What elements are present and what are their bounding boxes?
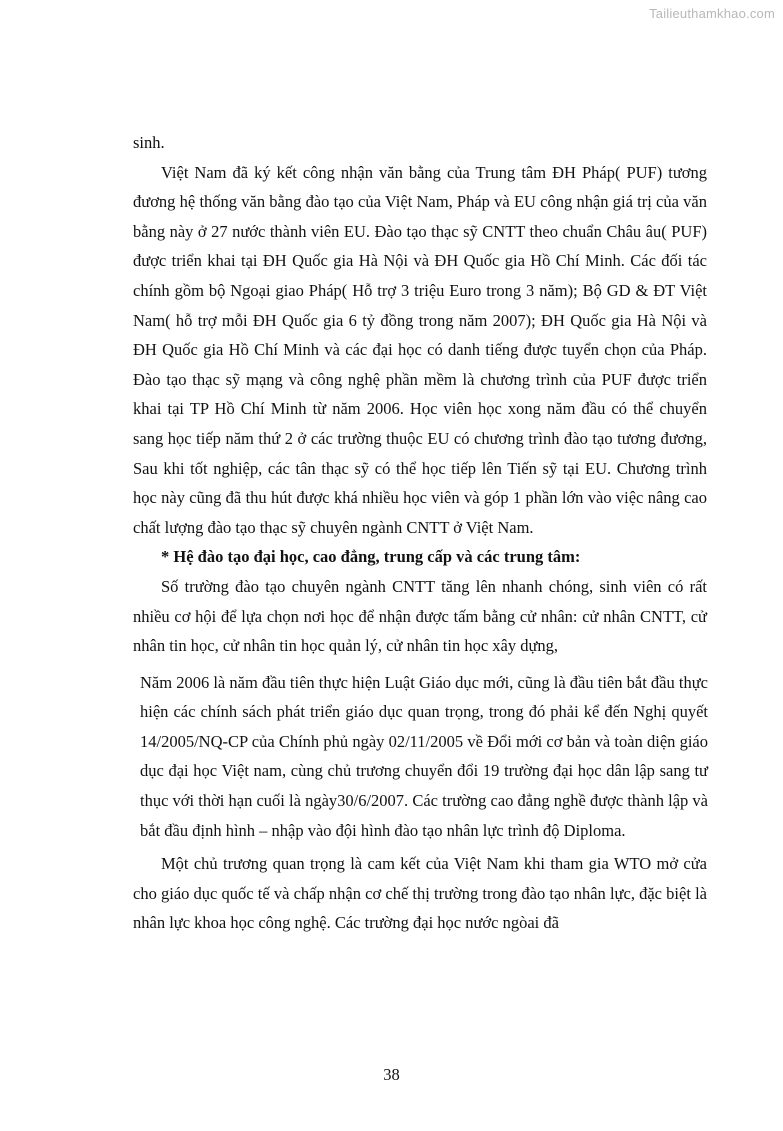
paragraph-wto: Một chủ trương quan trọng là cam kết của Việt Nam khi tham gia WTO mở cửa cho giáo dục quốc tế và chấp nhận cơ chế thị trường trong đào tạo nhân lực, đặc biệt là nhân lực khoa học công nghệ. Các trường đại học nước ngòai đã [133, 854, 707, 933]
page-number: 38 [383, 1065, 400, 1084]
watermark: Tailieuthamkhao.com [649, 6, 775, 21]
paragraph-2006: Năm 2006 là năm đầu tiên thực hiện Luật Giáo dục mới, cũng là đầu tiên bắt đầu thực hiện các chính sách phát triển giáo dục quan trọng, trong đó phải kể đến Nghị quyết 14/2005/NQ-CP của Chính phủ ngày 02/11/2005 về Đổi mới cơ bản và toàn diện giáo dục đại học Việt nam, cùng chủ trương chuyển đổi 19 trường đại học dân lập sang tư thục với thời hạn cuối là ngày30/6/2007. Các trường cao đẳng nghề được thành lập và bắt đầu định hình – nhập vào đội hình đào tạo nhân lực trình độ Diploma. [140, 672, 708, 840]
section-heading: * Hệ đào tạo đại học, cao đẳng, trung cấp và các trung tâm: [161, 547, 581, 567]
paragraph-puf: Việt Nam đã ký kết công nhận văn bằng của Trung tâm ĐH Pháp( PUF) tương đương hệ thống văn bằng đào tạo của Việt Nam, Pháp và EU công nhận giá trị của văn bằng này ở 27 nước thành viên EU. Đào tạo thạc sỹ CNTT theo chuẩn Châu âu( PUF) được triển khai tại ĐH Quốc gia Hà Nội và ĐH Quốc gia Hồ Chí Minh. Các đối tác chính gồm bộ Ngoại giao Pháp( Hỗ trợ 3 triệu Euro trong 3 năm); Bộ GD & ĐT Việt Nam( hỗ trợ mỗi ĐH Quốc gia 6 tỷ đồng trong năm 2007); ĐH Quốc gia Hà Nội và ĐH Quốc gia Hồ Chí Minh và các đại học có danh tiếng được tuyển chọn của Pháp. Đào tạo thạc sỹ mạng và công nghệ phần mềm là chương trình của PUF được triển khai tại TP Hồ Chí Minh từ năm 2006. Học viên học xong năm đầu có thể chuyển sang học tiếp năm thứ 2 ở các trường thuộc EU có chương trình đào tạo tương đương, Sau khi tốt nghiệp, các tân thạc sỹ có thể học tiếp lên Tiến sỹ tại EU. Chương trình học này cũng đã thu hút được khá nhiều học viên và góp 1 phần lớn vào việc nâng cao chất lượng đào tạo thạc sỹ chuyên ngành CNTT ở Việt Nam. [133, 162, 707, 537]
paragraph-continuation: sinh. [133, 133, 165, 152]
paragraph-schools: Số trường đào tạo chuyên ngành CNTT tăng lên nhanh chóng, sinh viên có rất nhiều cơ hội để lựa chọn nơi học để nhận được tấm bằng cử nhân: cử nhân CNTT, cử nhân tin học, cử nhân tin học quản lý, cử nhân tin học xây dựng, [133, 576, 707, 656]
page-body [133, 128, 707, 938]
